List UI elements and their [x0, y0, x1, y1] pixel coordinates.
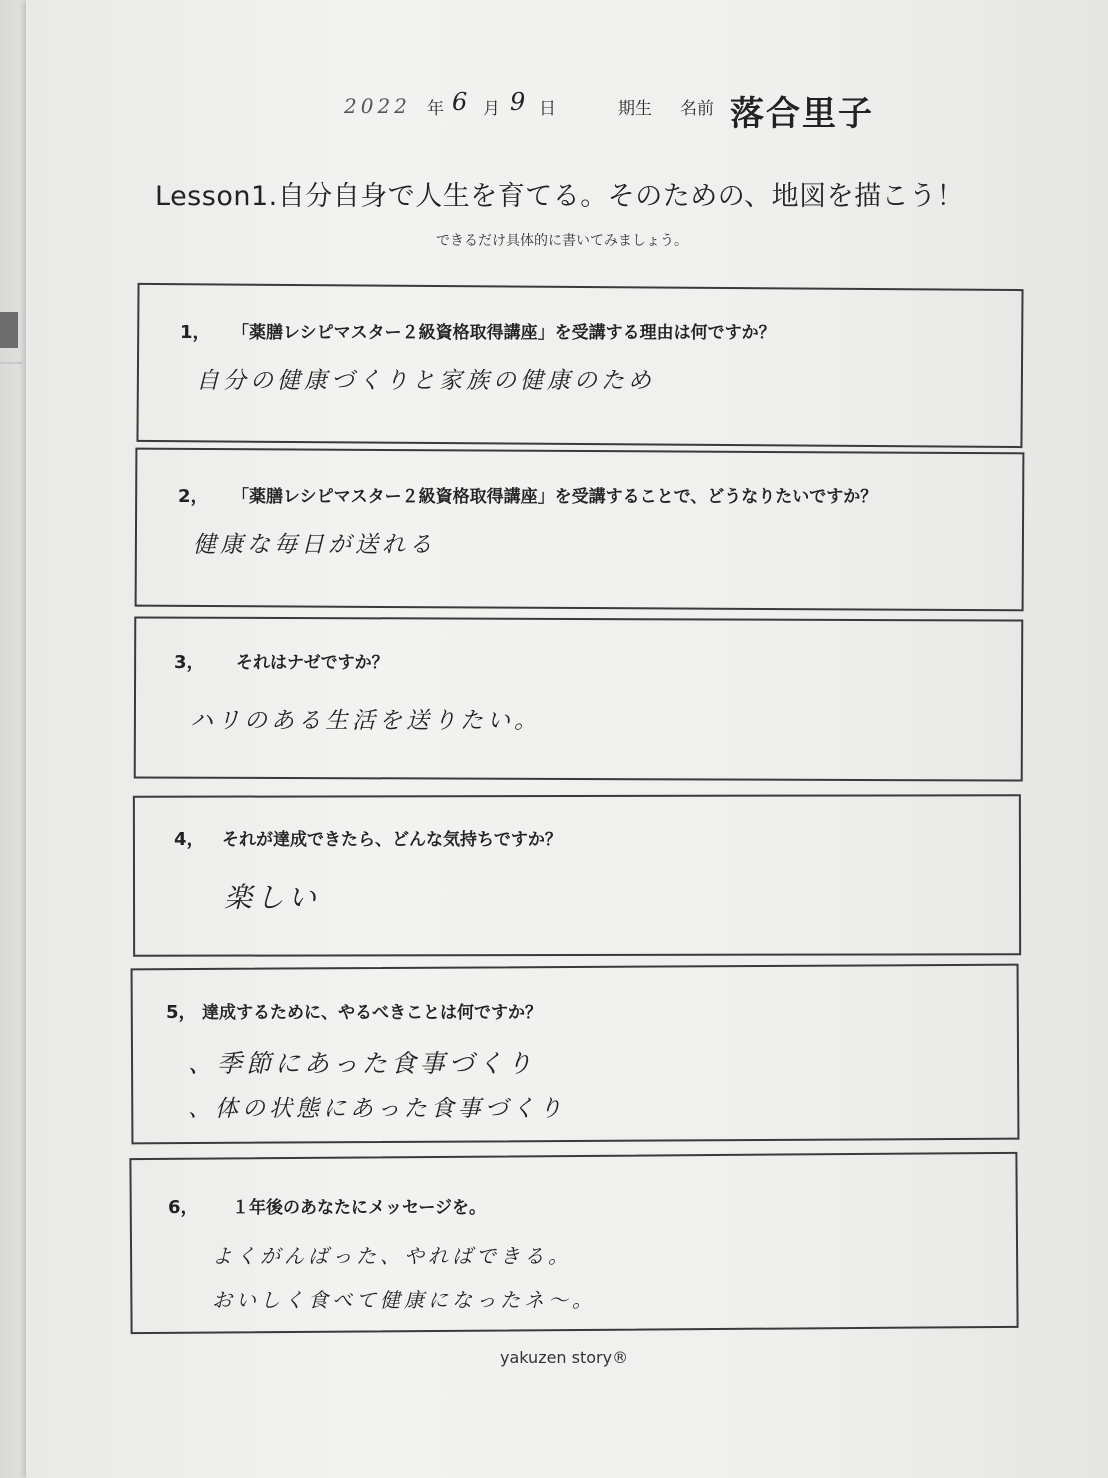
- day-value: 9: [510, 88, 530, 116]
- question-box-3: [134, 616, 1024, 781]
- background-line: [0, 362, 22, 364]
- question-number-6: 6，: [168, 1197, 199, 1218]
- month-value: 6: [452, 88, 472, 116]
- footer-brand: yakuzen story®: [500, 1348, 629, 1367]
- name-label: 名前: [680, 99, 714, 119]
- question-number-1: 1，: [180, 322, 211, 343]
- answer-4-line-1: 楽しい: [224, 881, 321, 914]
- term-label: 期生: [618, 99, 652, 119]
- background-tab: [0, 312, 18, 348]
- answer-6-line-2: おいしく食べて健康になったネ～。: [212, 1288, 596, 1312]
- question-number-4: 4，: [174, 829, 205, 850]
- question-number-3: 3，: [174, 652, 205, 673]
- question-text-3: それはナゼですか？: [236, 653, 389, 673]
- year-value: 2022: [344, 94, 411, 118]
- question-text-6: １年後のあなたにメッセージを。: [232, 1198, 486, 1218]
- answer-6-line-1: よくがんばった、やればできる。: [212, 1244, 572, 1268]
- question-text-2: 「薬膳レシピマスター２級資格取得講座」を受講することで、どうなりたいですか？: [232, 487, 878, 507]
- name-value: 落合里子: [730, 94, 874, 134]
- lesson-title: Lesson1.自分自身で人生を育てる。そのための、地図を描こう！: [155, 181, 965, 212]
- answer-5-line-1: 、季節にあった食事づくり: [188, 1049, 536, 1078]
- answer-5-line-2: 、体の状態にあった食事づくり: [188, 1096, 566, 1122]
- question-number-2: 2，: [178, 486, 209, 507]
- question-text-5: 達成するために、やるべきことは何ですか？: [202, 1003, 542, 1023]
- question-number-5: 5，: [166, 1002, 197, 1023]
- question-text-1: 「薬膳レシピマスター２級資格取得講座」を受講する理由は何ですか？: [232, 323, 776, 343]
- question-text-4: それが達成できたら、どんな気持ちですか？: [222, 830, 562, 850]
- year-label: 年: [427, 99, 444, 119]
- answer-2-line-1: 健康な毎日が送れる: [193, 532, 436, 558]
- month-label: 月: [483, 99, 500, 119]
- day-label: 日: [539, 99, 556, 119]
- answer-1-line-1: 自分の健康づくりと家族の健康のため: [196, 368, 655, 394]
- answer-3-line-1: ハリのある生活を送りたい。: [190, 708, 541, 734]
- lesson-subtitle: できるだけ具体的に書いてみましょう。: [436, 233, 688, 249]
